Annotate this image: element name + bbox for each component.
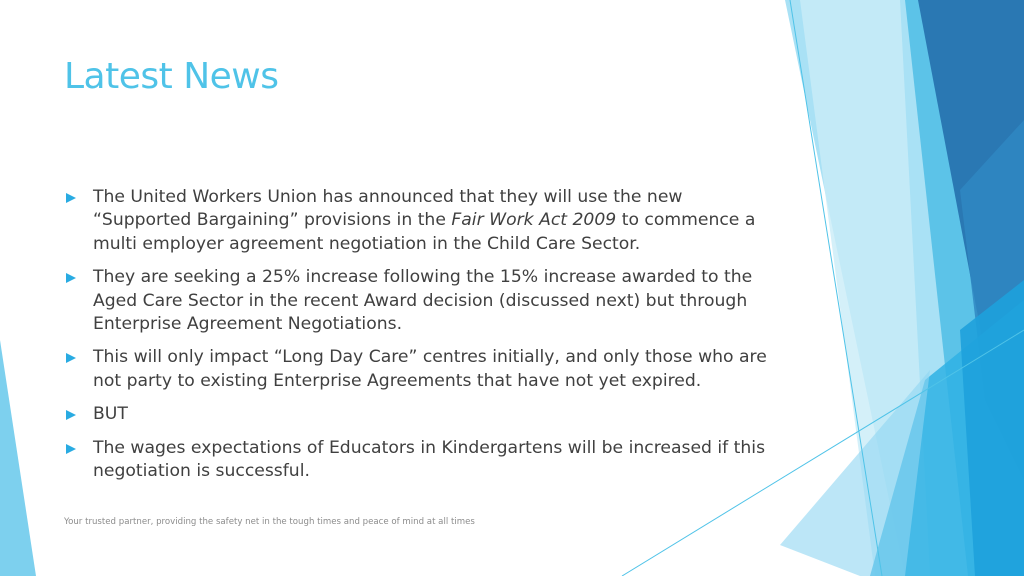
slide-title: Latest News — [64, 56, 279, 97]
bullet-text: The United Workers Union has announced that they will use the new “Supported Bargaining” provisions in the — [93, 187, 683, 231]
bullet-text: This will only impact “Long Day Care” centres initially, and only those who are not party to existing Enterprise Agreements that have not yet expired. — [93, 347, 767, 391]
bullet-item — [64, 266, 784, 336]
triangle-right-icon — [66, 444, 76, 454]
triangle-right-icon — [66, 410, 76, 420]
triangle-right-icon — [66, 273, 76, 283]
triangle-right-icon — [66, 353, 76, 363]
bullet-text: Fair Work Act 2009 — [451, 210, 617, 231]
bullet-list — [64, 186, 784, 493]
bullet-item — [64, 186, 784, 256]
bullet-text: BUT — [93, 404, 128, 425]
bullet-item — [64, 437, 784, 484]
triangle-right-icon — [66, 193, 76, 203]
bullet-text: The wages expectations of Educators in Kindergartens will be increased if this negotiation is successful. — [93, 437, 766, 482]
bullet-text: They are seeking a 25% increase following the 15% increase awarded to the Aged Care Sector in the recent Award decision (discussed next) but through Enterprise Agreement Negotiations. — [93, 267, 753, 335]
bullet-text: to commence a multi employer agreement negotiation in the Child Care Sector. — [93, 210, 756, 254]
bullet-item — [64, 346, 784, 393]
footer-tagline: Your trusted partner, providing the safety net in the tough times and peace of mind at all times — [64, 517, 475, 527]
left-edge-shape — [0, 340, 36, 576]
bullet-item — [64, 403, 784, 426]
